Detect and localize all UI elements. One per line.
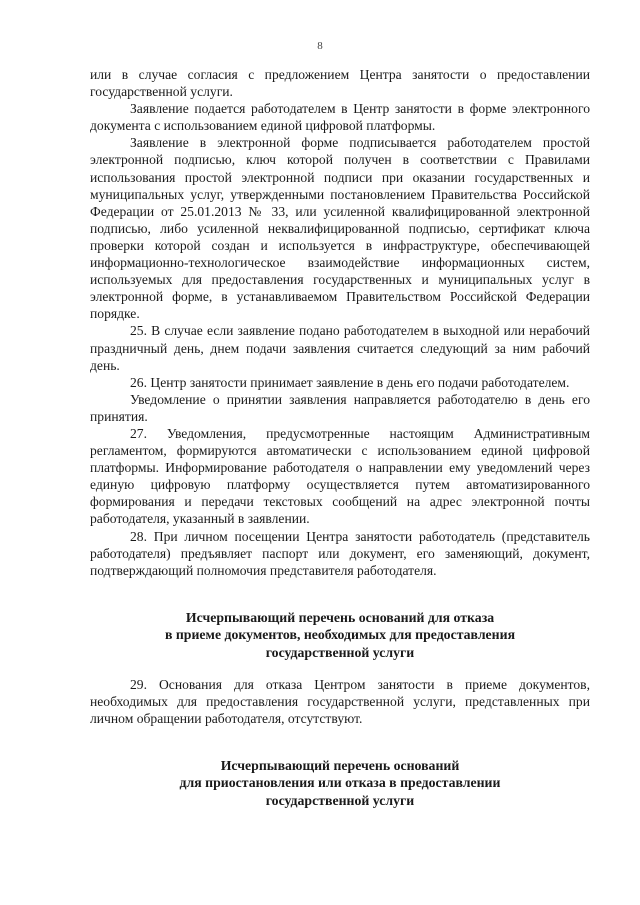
heading-line: государственной услуги: [265, 645, 415, 660]
spacer: [90, 727, 590, 757]
paragraph-25: 25. В случае если заявление подано работодателем в выходной или нерабочий праздничный день, днем подачи заявления считается следующий за ним рабочий день.: [90, 323, 590, 373]
spacer: [90, 579, 590, 609]
paragraph-electronic-signature: Заявление в электронной форме подписывается работодателем простой электронной подписью, ключ которой получен в соответствии с Правилами использования простой электронной подписи при оказании государственных и муниципальных услуг, утвержденными постановлением Правительства Российской Федерации от 25.01.2013 № 33, или усиленной квалифицированной электронной подписью, либо усиленной неквалифицированной подписью, сертификат ключа проверки которой создан и используется в инфраструктуре, обеспечивающей информационно-технологическое взаимодействие информационных систем, используемых для предоставления государственных и муниципальных услуг в электронной форме, в устанавливаемом Правительством Российской Федерации порядке.: [90, 135, 590, 322]
page-number: 8: [317, 40, 323, 52]
section-heading-refusal-grounds: [90, 609, 590, 662]
section-heading-suspension-grounds: [90, 757, 590, 810]
heading-line: государственной услуги: [265, 793, 415, 809]
spacer: [90, 662, 590, 676]
document-body: [90, 66, 590, 810]
paragraph-application-submission: Заявление подается работодателем в Центр занятости в форме электронного документа с использованием единой цифровой платформы.: [90, 101, 590, 134]
heading-line: Исчерпывающий перечень оснований для отказа: [185, 609, 495, 625]
paragraph-26: 26. Центр занятости принимает заявление в день его подачи работодателем.: [130, 374, 570, 390]
paragraph-27: 27. Уведомления, предусмотренные настоящим Административным регламентом, формируются автоматически с использованием единой цифровой платформы. Информирование работодателя о направлении ему уведомлений через единую цифровую платформу осуществляется путем автоматизированного формирования и передачи текстовых сообщений на адрес электронной почты работодателя, указанный в заявлении.: [90, 425, 590, 527]
heading-line: Исчерпывающий перечень оснований: [220, 757, 460, 773]
heading-line: в приеме документов, необходимых для предоставления: [164, 627, 516, 643]
paragraph-continuation: или в случае согласия с предложением Центра занятости о предоставлении государственной услуги.: [90, 67, 590, 100]
heading-line: для приостановления или отказа в предоставлении: [179, 775, 501, 791]
paragraph-29: 29. Основания для отказа Центром занятости в приеме документов, необходимых для предоставления государственной услуги, представленных при личном обращении работодателя, отсутствуют.: [90, 676, 590, 726]
paragraph-acceptance-notice: Уведомление о принятии заявления направляется работодателю в день его принятия.: [90, 391, 590, 424]
paragraph-28: 28. При личном посещении Центра занятости работодатель (представитель работодателя) предъявляет паспорт или документ, его заменяющий, документ, подтверждающий полномочия представителя работодателя.: [90, 528, 590, 578]
